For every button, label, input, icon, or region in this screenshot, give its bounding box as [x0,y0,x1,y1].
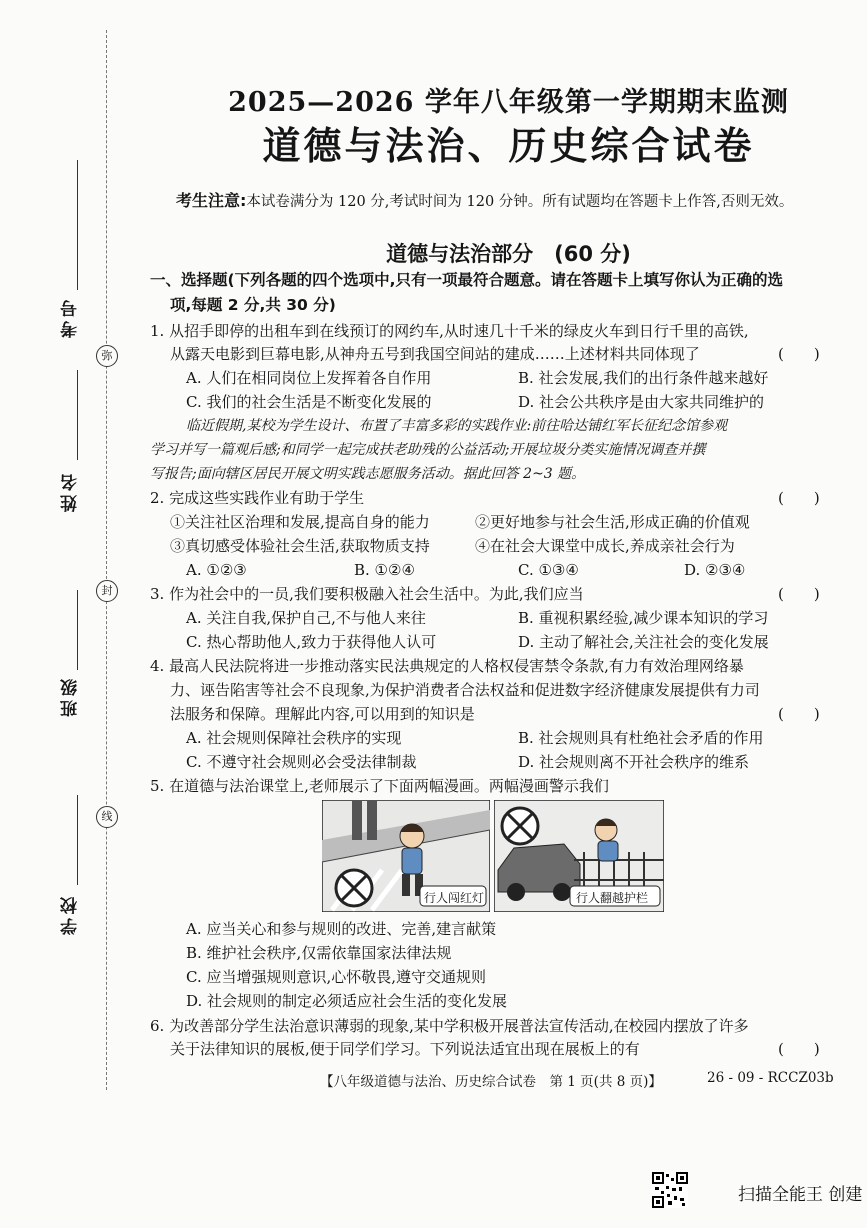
q3-option-a: A. 关注自我,保护自己,不与他人来往 [186,609,426,627]
q3-stem: 3. 作为社会中的一员,我们要积极融入社会生活中。为此,我们应当 [150,585,584,603]
q6-answer-paren[interactable]: ( ) [778,1040,820,1058]
q4-option-b: B. 社会规则具有杜绝社会矛盾的作用 [518,729,764,747]
exam-number-field[interactable] [77,160,78,290]
name-field[interactable] [77,370,78,460]
page-footer: 【八年级道德与法治、历史综合试卷 第 1 页(共 8 页)】 [320,1074,662,1090]
q2-stem: 2. 完成这些实践作业有助于学生 [150,489,365,507]
q4-option-a: A. 社会规则保障社会秩序的实现 [186,729,402,747]
school-field[interactable] [77,795,78,885]
q5-option-a: A. 应当关心和参与规则的改进、完善,建言献策 [186,920,497,938]
scanner-watermark: 扫描全能王 创建 [738,1185,863,1205]
seal-char-mi: 弥 [96,345,118,367]
q5-option-b: B. 维护社会秩序,仅需依靠国家法律法规 [186,944,452,962]
q2-option-a: A. ①②③ [186,561,247,579]
name-label: 姓名 [61,470,81,512]
q4-stem-line1: 4. 最高人民法院将进一步推动落实民法典规定的人格权侵害禁令条款,有力有效治理网络暴 [150,657,744,675]
exam-title-line2: 道德与法治、历史综合试卷 [262,123,755,168]
qr-code-icon [652,1172,688,1208]
material-line3: 写报告;面向辖区居民开展文明实践志愿服务活动。据此回答 2~3 题。 [150,466,586,482]
q5-option-c: C. 应当增强规则意识,心怀敬畏,遵守交通规则 [186,968,487,986]
part1-heading-line1: 一、选择题(下列各题的四个选项中,只有一项最符合题意。请在答题卡上填写你认为正确的选 [150,271,783,289]
q4-option-d: D. 社会规则离不开社会秩序的维系 [518,753,750,771]
exam-title-line1: 2025—2026 学年八年级第一学期期末监测 [228,87,789,118]
class-field[interactable] [77,590,78,670]
q3-answer-paren[interactable]: ( ) [778,585,820,603]
q6-stem-line2: 关于法律知识的展板,便于同学们学习。下列说法适宜出现在展板上的有 [170,1040,640,1058]
q2-statement-1: ①关注社区治理和发展,提高自身的能力 [170,513,430,531]
q4-stem-line3: 法服务和保障。理解此内容,可以用到的知识是 [170,705,475,723]
q4-option-c: C. 不遵守社会规则必会受法律制裁 [186,753,417,771]
q1-answer-paren[interactable]: ( ) [778,345,820,363]
notice-text: 本试卷满分为 120 分,考试时间为 120 分钟。所有试题均在答题卡上作答,否则无效。 [246,194,794,210]
material-line2: 学习并写一篇观后感;和同学一起完成扶老助残的公益活动;开展垃圾分类实施情况调查并撰 [150,442,706,458]
q2-statement-3: ③真切感受体验社会生活,获取物质支持 [170,537,430,555]
notice-label: 考生注意: [176,191,247,210]
seal-char-feng: 封 [96,580,118,602]
q1-stem-line2: 从露天电影到巨幕电影,从神舟五号到我国空间站的建成……上述材料共同体现了 [170,345,700,363]
section-title: 道德与法治部分 (60 分) [386,242,631,266]
paper-code: 26 - 09 - RCCZ03b [707,1070,834,1086]
q2-answer-paren[interactable]: ( ) [778,489,820,507]
cartoon1-caption: 行人闯红灯 [424,891,485,905]
seal-line [106,30,107,1090]
q4-stem-line2: 力、诬告陷害等社会不良现象,为保护消费者合法权益和促进数字经济健康发展提供有力司 [170,681,760,699]
q6-stem-line1: 6. 为改善部分学生法治意识薄弱的现象,某中学积极开展普法宣传活动,在校园内摆放了许多 [150,1017,749,1035]
candidate-notice [176,188,793,211]
q1-option-b: B. 社会发展,我们的出行条件越来越好 [518,369,769,387]
class-label: 班级 [61,675,81,717]
q3-option-c: C. 热心帮助他人,致力于获得他人认可 [186,633,437,651]
exam-number-label: 考号 [61,296,81,338]
q3-option-d: D. 主动了解社会,关注社会的变化发展 [518,633,769,651]
q3-option-b: B. 重视积累经验,减少课本知识的学习 [518,609,769,627]
part1-heading-line2: 项,每题 2 分,共 30 分) [170,296,336,314]
q1-option-c: C. 我们的社会生活是不断变化发展的 [186,393,432,411]
q2-option-d: D. ②③④ [684,561,746,579]
q5-option-d: D. 社会规则的制定必须适应社会生活的变化发展 [186,992,508,1010]
q2-option-b: B. ①②④ [354,561,415,579]
q4-answer-paren[interactable]: ( ) [778,705,820,723]
material-line1: 临近假期,某校为学生设计、布置了丰富多彩的实践作业:前往哈达铺红军长征纪念馆参观 [186,418,728,434]
cartoon2-caption: 行人翻越护栏 [576,891,649,905]
seal-char-xian: 线 [96,806,118,828]
q5-stem: 5. 在道德与法治课堂上,老师展示了下面两幅漫画。两幅漫画警示我们 [150,777,609,795]
school-label: 学校 [61,893,81,935]
q1-option-a: A. 人们在相同岗位上发挥着各自作用 [186,369,432,387]
q1-stem-line1: 1. 从招手即停的出租车到在线预订的网约车,从时速几十千米的绿皮火车到日行千里的高铁, [150,322,749,340]
binding-margin [0,0,150,1228]
q2-statement-4: ④在社会大课堂中成长,养成亲社会行为 [475,537,735,555]
q2-option-c: C. ①③④ [518,561,579,579]
q2-statement-2: ②更好地参与社会生活,形成正确的价值观 [475,513,750,531]
q1-option-d: D. 社会公共秩序是由大家共同维护的 [518,393,765,411]
